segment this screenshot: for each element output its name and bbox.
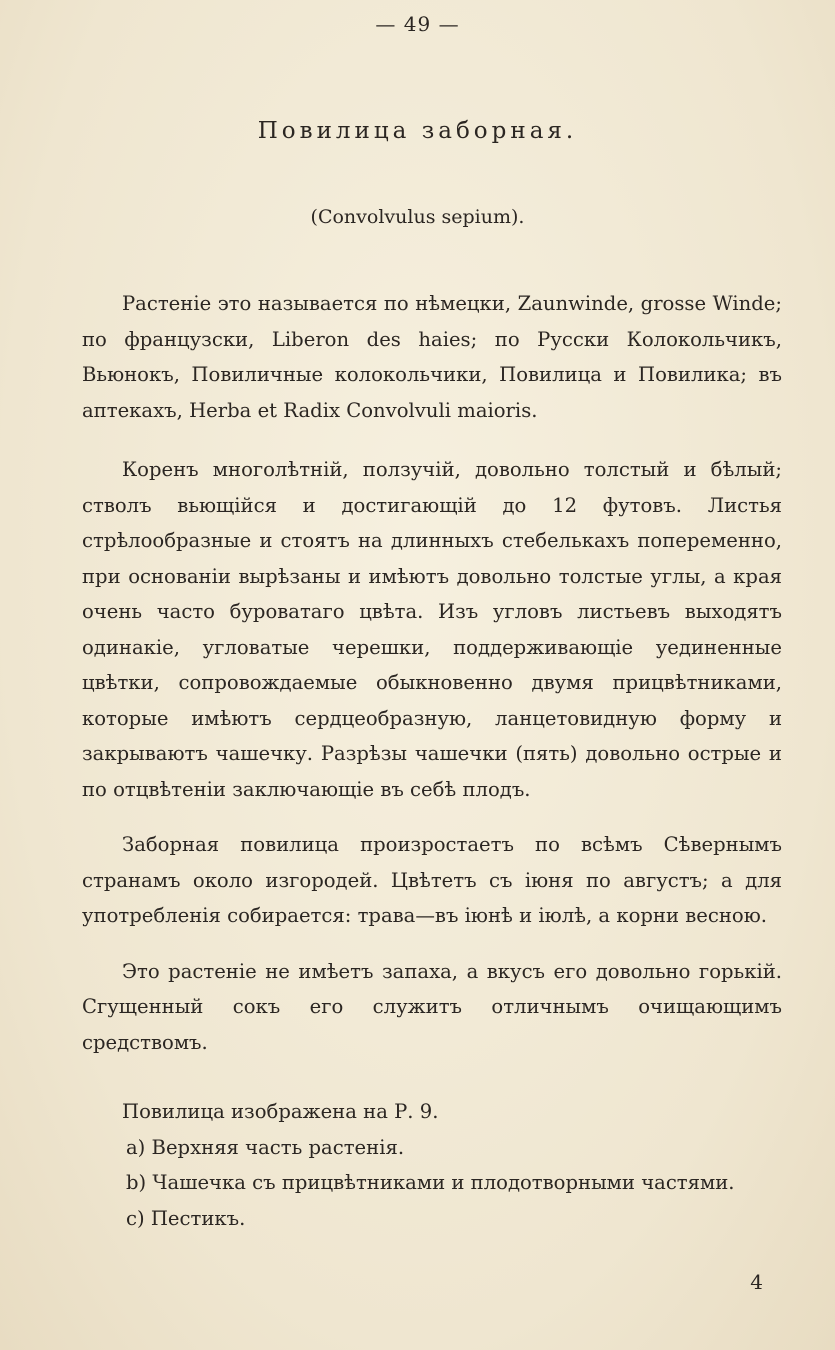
paragraph-description: Коренъ многолѣтній, ползучій, довольно толстый и бѣлый; стволъ вьющійся и достигающій до 12 футовъ. Листья стрѣлообразные и стоятъ на длинныхъ стебелькахъ попеременно, при основаніи вырѣзаны и имѣютъ довольно толстые углы, а края очень часто буроватаго цвѣта. Изъ угловъ листьевъ выходятъ одинакіе, угловатые черешки, поддерживающіе уединенные цвѣтки, сопровождаемые обыкновенно двумя прицвѣтниками, которые имѣютъ сердцеобразную, ланцетовидную форму и закрываютъ чашечку. Разрѣзы чашечки (пять) довольно острые и по отцвѣтеніи заключающіе въ себѣ плодъ. — [82, 458, 782, 801]
paragraph-names: Растеніе это называется по нѣмецки, Zaunwinde, grosse Winde; по французски, Liberon des haies; по Русски Колокольчикъ, Вьюнокъ, Повиличные колокольчики, Повилица и Повилика; въ аптекахъ, Herba et Radix Convolvuli maioris. — [82, 292, 782, 422]
article-title: Повилица заборная. — [257, 118, 578, 144]
figure-legend-item: a) Верхняя часть растенія. — [126, 1135, 405, 1159]
figure-legend-item: c) Пестикъ. — [126, 1206, 246, 1230]
figure-legend-heading: Повилица изображена на Р. 9. — [122, 1100, 439, 1123]
page-number: — 49 — — [375, 12, 460, 36]
paragraph-habitat: Заборная повилица произростаетъ по всѣмъ Сѣвернымъ странамъ около изгородей. Цвѣтетъ съ іюня по августъ; а для употребленія собирается: трава—въ іюнѣ и іюлѣ, а корни весною. — [82, 833, 782, 927]
latin-name: (Convolvulus sepium). — [310, 206, 525, 228]
paragraph-properties: Это растеніе не имѣетъ запаха, а вкусъ его довольно горькій. Сгущенный сокъ его служитъ отличнымъ очищающимъ средствомъ. — [82, 959, 782, 1054]
figure-legend-item: b) Чашечка съ прицвѣтниками и плодотворными частями. — [126, 1171, 735, 1194]
figure-legend — [122, 1094, 792, 1236]
body-text — [82, 286, 782, 1080]
signature-mark: 4 — [750, 1270, 763, 1294]
